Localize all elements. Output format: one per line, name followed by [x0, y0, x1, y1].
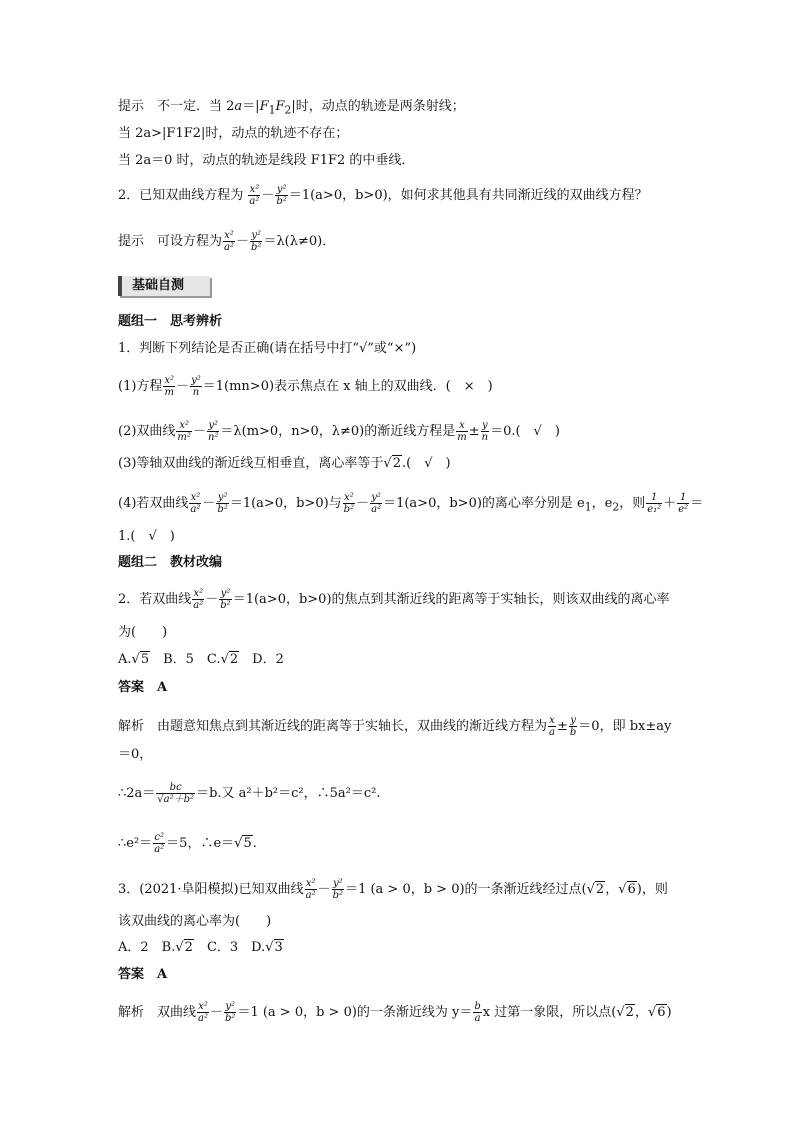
den: e² [678, 504, 689, 515]
text: ＝1(a>0，b>0)的离心率分别是 e [383, 496, 585, 511]
num: x² [190, 492, 201, 503]
den: a² [193, 600, 204, 611]
text: ＝1 (a > 0，b > 0)的一条渐近线为 y＝ [237, 1005, 473, 1020]
sqrt [618, 881, 637, 899]
text: ＝0，即 bx±ay [578, 719, 672, 734]
group-1-q1: 1．判断下列结论是否正确(请在括号中打“√”或“×”) [118, 341, 417, 356]
den: a² [249, 196, 260, 207]
group-2-q2-options [118, 651, 284, 669]
num: x² [198, 1001, 208, 1012]
text: ＝b.又 a²＋b²＝c²，∴5a²＝c². [196, 786, 381, 801]
text: 解析 由题意知焦点到其渐近线的距离等于实轴长，双曲线的渐近线方程为 [118, 719, 548, 734]
fraction [156, 782, 195, 805]
fraction [189, 492, 201, 515]
sqrt-sign: √ [586, 882, 595, 897]
text: 2．已知双曲线方程为 [118, 188, 244, 203]
num: x² [164, 375, 175, 386]
sqrt-sign: √ [616, 1005, 625, 1020]
radicand: a²＋b² [163, 794, 195, 805]
den: b² [276, 196, 287, 207]
op: － [202, 496, 216, 511]
hint-line-2: 当 2a>|F1F2|时，动点的轨迹不存在； [118, 126, 349, 141]
sqrt [234, 835, 253, 853]
fraction [163, 375, 175, 398]
radicand: 2 [595, 882, 605, 897]
text: ， [605, 882, 619, 897]
sub: 1 [268, 103, 276, 117]
fraction [216, 492, 228, 515]
fraction [332, 878, 344, 901]
group-1-title: 题组一 思考辨析 [118, 314, 223, 329]
fraction [250, 230, 262, 253]
den: b² [332, 890, 344, 901]
den: b² [217, 504, 228, 515]
num: b [474, 1001, 481, 1012]
op: － [205, 592, 219, 607]
sqrt-sign: √ [618, 882, 627, 897]
question-3 [118, 878, 668, 901]
den: b² [343, 504, 355, 515]
text: ＝1(a>0，b>0)的焦点到其渐近线的距离等于实轴长，则该双曲线的离心率 [232, 592, 670, 607]
text: . [252, 836, 257, 851]
sqrt [132, 651, 151, 669]
op: － [210, 1005, 224, 1020]
group-2-solution [118, 715, 671, 738]
fraction [646, 492, 662, 515]
group-2-solution-2 [118, 782, 381, 805]
num: x² [193, 588, 204, 599]
hint-line-3: 当 2a＝0 时，动点的轨迹是线段 F1F2 的中垂线． [118, 153, 415, 168]
fraction [176, 420, 192, 443]
num: x [459, 420, 465, 431]
group-2-answer: 答案 A [118, 680, 168, 695]
op: ＋ [663, 496, 677, 511]
op: － [192, 424, 206, 439]
op: ＝ [690, 496, 704, 511]
statement-3 [118, 455, 451, 473]
radicand: 6 [657, 1005, 666, 1020]
text: ∴2a＝ [118, 786, 156, 801]
text: ，e [591, 496, 613, 511]
fraction [223, 230, 235, 253]
text: ＝1 (a > 0，b > 0)的一条渐近线经过点( [345, 882, 587, 897]
group-2-q2-cont: 为( ) [118, 625, 168, 640]
num: x² [249, 184, 260, 195]
question-3-cont: 该双曲线的离心率为( ) [118, 914, 272, 929]
text: B．5 C. [150, 652, 221, 667]
group-2-title: 题组二 教材改编 [118, 555, 223, 570]
section-header [118, 276, 210, 296]
text: ∴e²＝ [118, 836, 153, 851]
den: b² [251, 242, 262, 253]
sqrt-sign: √ [157, 794, 164, 805]
fraction [192, 588, 204, 611]
fraction [275, 184, 287, 207]
var: F [259, 99, 269, 114]
sqrt-sign: √ [131, 652, 140, 667]
num: x [549, 715, 555, 726]
sub: 1 [584, 500, 592, 514]
text: 2．若双曲线 [118, 592, 192, 607]
den: m [457, 432, 467, 443]
radicand: 5 [140, 652, 150, 667]
group-2-solution-3 [118, 832, 257, 855]
radicand: 2 [229, 652, 239, 667]
fraction [548, 715, 556, 738]
num: 1 [679, 492, 687, 503]
fraction [473, 1001, 481, 1024]
den: a² [224, 242, 234, 253]
num: y [570, 715, 576, 726]
den: m² [177, 432, 191, 443]
text: ＝5，∴e＝ [166, 836, 235, 851]
num: y² [251, 230, 262, 241]
sqrt [616, 1004, 635, 1022]
num: y² [225, 1001, 236, 1012]
den: a² [190, 504, 201, 515]
den: a² [371, 504, 382, 515]
group-2-solution-cont: ＝0， [118, 747, 153, 762]
question-3-options [118, 939, 284, 957]
sqrt [175, 939, 194, 957]
op: ± [468, 424, 480, 439]
hint-text: 提示 不一定．当 2 [118, 99, 235, 114]
hint-line-1 [118, 98, 465, 120]
fraction [569, 715, 577, 738]
den: b² [225, 1013, 236, 1024]
text: ＝λ(λ≠0)． [263, 234, 336, 249]
fraction [456, 420, 467, 443]
num: x² [344, 492, 354, 503]
fraction [219, 588, 231, 611]
num: c² [154, 832, 164, 843]
num: y² [333, 878, 343, 889]
radicand: 6 [627, 882, 636, 897]
den: a [474, 1013, 481, 1024]
text: D．2 [239, 652, 284, 667]
num: x² [179, 420, 189, 431]
statement-2 [118, 420, 560, 443]
question-2 [118, 184, 648, 207]
statement-4-cont: 1.( √ ) [118, 529, 175, 544]
text: x 过第一象限，所以点( [482, 1005, 617, 1020]
den [156, 793, 195, 805]
text: )，则 [636, 882, 668, 897]
fraction [248, 184, 260, 207]
text: (1)方程 [118, 379, 163, 394]
num: 1 [651, 492, 658, 503]
den: n [190, 386, 202, 398]
text: A．2 B. [118, 940, 176, 955]
num: x² [305, 878, 316, 889]
text: ＝1(a>0，b>0)，如何求其他具有共同渐近线的双曲线方程？ [288, 188, 648, 203]
sub: 2 [612, 500, 620, 514]
num: y² [208, 420, 218, 431]
sqrt-sign: √ [234, 836, 243, 851]
den: a² [198, 1013, 208, 1024]
text: ＝1(a>0，b>0)与 [229, 496, 342, 511]
fraction [224, 1001, 236, 1024]
text: 提示 可设方程为 [118, 234, 223, 249]
op: ± [556, 719, 568, 734]
den: m [164, 387, 174, 398]
den: e₁² [647, 504, 662, 515]
text: ＝0.( √ ) [490, 424, 560, 439]
statement-1 [118, 375, 493, 398]
den: a² [305, 890, 316, 901]
radicand: 2 [625, 1005, 634, 1020]
num: y² [220, 588, 231, 599]
num: bc [169, 782, 182, 793]
op: － [236, 234, 250, 249]
text: ， [634, 1005, 648, 1020]
var: F [275, 99, 285, 114]
sqrt-sign: √ [220, 652, 229, 667]
sqrt [383, 455, 402, 473]
den: n [481, 432, 489, 443]
fraction [677, 492, 689, 515]
text: ) [666, 1005, 672, 1020]
op: － [317, 882, 331, 897]
den: n² [207, 432, 219, 443]
text: ，则 [619, 496, 646, 511]
sqrt [587, 881, 606, 899]
fraction [190, 375, 202, 398]
text: (3)等轴双曲线的渐近线互相垂直，离心率等于 [118, 456, 384, 471]
den: a² [154, 844, 165, 855]
fraction [207, 420, 219, 443]
sqrt-sign: √ [175, 940, 184, 955]
text: (2)双曲线 [118, 424, 176, 439]
fraction [305, 878, 317, 901]
sqrt [221, 651, 240, 669]
text: (4)若双曲线 [118, 496, 189, 511]
fraction [481, 420, 489, 443]
text: |时，动点的轨迹是两条射线； [291, 99, 465, 114]
text: 3．(2021·阜阳模拟)已知双曲线 [118, 882, 304, 897]
fraction [197, 1001, 209, 1024]
var: a [234, 99, 243, 114]
question-3-answer: 答案 A [118, 967, 168, 982]
sqrt-sign: √ [265, 940, 274, 955]
text: ＝1(mn>0)表示焦点在 x 轴上的双曲线．( × ) [202, 379, 493, 394]
sqrt-sign: √ [647, 1005, 657, 1020]
statement-4 [118, 492, 703, 517]
sqrt [648, 1004, 667, 1022]
text: A. [118, 652, 132, 667]
num: y² [276, 184, 287, 195]
fraction [343, 492, 355, 515]
question-3-solution [118, 1001, 672, 1024]
op: － [176, 379, 190, 394]
group-2-q2 [118, 588, 670, 611]
den: b [569, 727, 577, 738]
text: ＝λ(m>0，n>0，λ≠0)的渐近线方程是 [220, 424, 456, 439]
den: a [549, 727, 555, 738]
num: y² [371, 492, 381, 503]
fraction [370, 492, 382, 515]
radicand: 3 [274, 940, 283, 955]
sqrt [265, 939, 284, 957]
num: x² [224, 230, 234, 241]
question-2-hint [118, 230, 335, 253]
op: － [261, 188, 275, 203]
fraction [153, 832, 165, 855]
text: ＝| [242, 99, 260, 114]
den: b² [220, 600, 231, 611]
sqrt-sign: √ [383, 456, 392, 471]
section-title: 基础自测 [132, 278, 185, 293]
radicand: 2 [392, 456, 401, 471]
radicand: 2 [184, 940, 193, 955]
num: y [482, 420, 488, 431]
num: y² [191, 375, 201, 386]
op: － [356, 496, 370, 511]
num: y² [217, 492, 228, 503]
text: 解析 双曲线 [118, 1005, 197, 1020]
radicand: 5 [243, 836, 252, 851]
text: .( √ ) [402, 456, 451, 471]
text: C．3 D. [193, 940, 266, 955]
sub: 2 [284, 103, 292, 117]
